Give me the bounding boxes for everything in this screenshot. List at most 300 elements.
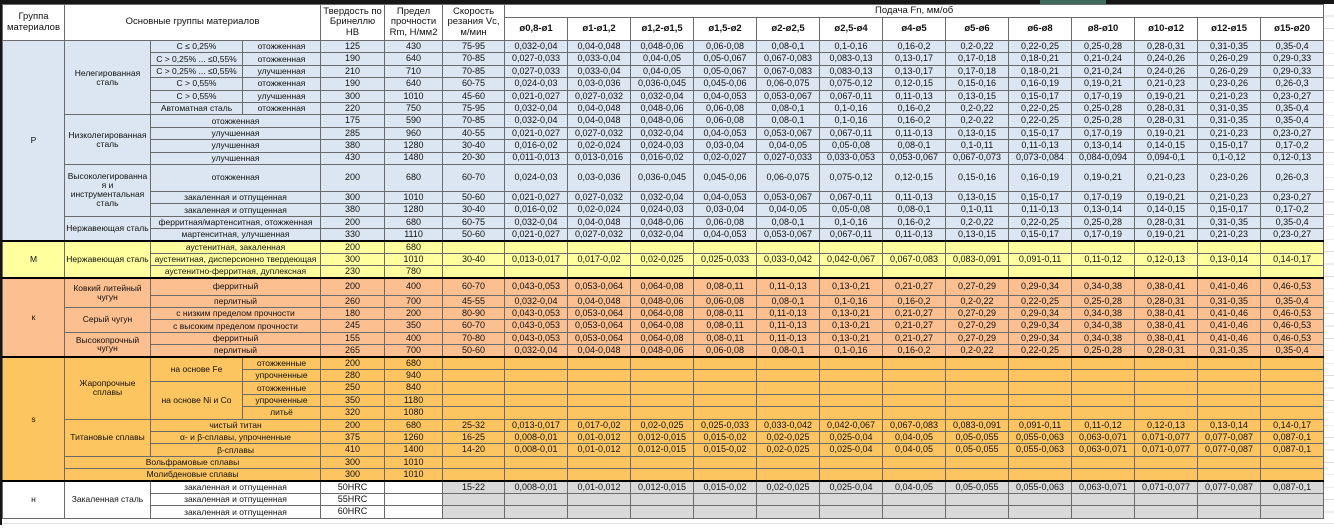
cell-feed-value[interactable]: 0,38-0,41 — [1135, 320, 1198, 332]
cell-s2[interactable]: отожженная — [243, 78, 321, 90]
cell-feed-value[interactable]: 0,045-0,06 — [694, 78, 757, 90]
cell-feed-value[interactable]: 0,091-0,11 — [1009, 253, 1072, 265]
cell-feed-value[interactable] — [505, 394, 568, 406]
cell-feed-value[interactable]: 0,16-0,2 — [883, 295, 946, 307]
cell-hb[interactable]: 380 — [321, 204, 385, 216]
cell-feed-value[interactable]: 0,17-0,19 — [1072, 90, 1135, 102]
cell-feed-value[interactable]: 0,032-0,04 — [631, 229, 694, 241]
cell-feed-value[interactable] — [631, 266, 694, 278]
cell-s2[interactable]: отожженная — [243, 102, 321, 114]
cell-feed-value[interactable]: 0,28-0,31 — [1135, 216, 1198, 228]
cell-feed-value[interactable]: 0,048-0,06 — [631, 115, 694, 127]
cell-rm[interactable]: 700 — [385, 345, 443, 357]
feed-col-header[interactable]: ø1,5-ø2 — [694, 18, 757, 41]
cell-feed-value[interactable]: 0,048-0,06 — [631, 41, 694, 53]
cell-feed-value[interactable] — [757, 394, 820, 406]
cell-feed-value[interactable]: 0,2-0,22 — [946, 102, 1009, 114]
cell-feed-value[interactable]: 0,26-0,29 — [1198, 65, 1261, 77]
cell-s2[interactable]: литьё — [243, 407, 321, 419]
cell-feed-value[interactable] — [505, 456, 568, 468]
cell-s1[interactable]: улучшенная — [151, 127, 321, 139]
cell-feed-value[interactable] — [568, 506, 631, 518]
cell-feed-value[interactable]: 0,025-0,033 — [694, 253, 757, 265]
cell-feed-value[interactable]: 0,11-0,13 — [883, 229, 946, 241]
cell-feed-value[interactable]: 0,06-0,075 — [757, 78, 820, 90]
cell-feed-value[interactable]: 0,077-0,087 — [1198, 431, 1261, 443]
cell-feed-value[interactable]: 0,02-0,024 — [568, 140, 631, 152]
cell-mat[interactable]: Титановые сплавы — [65, 419, 151, 456]
cell-feed-value[interactable] — [694, 493, 757, 505]
cell-feed-value[interactable]: 0,032-0,04 — [505, 216, 568, 228]
cell-hb[interactable]: 300 — [321, 90, 385, 102]
cell-feed-value[interactable] — [1009, 241, 1072, 253]
cell-hb[interactable]: 200 — [321, 278, 385, 295]
cell-feed-value[interactable]: 0,2-0,22 — [946, 295, 1009, 307]
cell-feed-value[interactable]: 0,15-0,17 — [1198, 140, 1261, 152]
cell-feed-value[interactable]: 0,19-0,21 — [1135, 191, 1198, 203]
cell-feed-value[interactable] — [1198, 266, 1261, 278]
cell-feed-value[interactable]: 0,27-0,29 — [946, 278, 1009, 295]
cell-feed-value[interactable]: 0,23-0,27 — [1261, 127, 1324, 139]
cell-feed-value[interactable]: 0,027-0,032 — [568, 191, 631, 203]
cell-feed-value[interactable]: 0,15-0,16 — [946, 164, 1009, 191]
cell-feed-value[interactable]: 0,032-0,04 — [631, 90, 694, 102]
cell-hb[interactable]: 190 — [321, 78, 385, 90]
cell-feed-value[interactable]: 0,11-0,13 — [757, 320, 820, 332]
cell-feed-value[interactable]: 0,1-0,12 — [1198, 152, 1261, 164]
cell-feed-value[interactable]: 0,033-0,04 — [568, 53, 631, 65]
cell-rm[interactable]: 1400 — [385, 444, 443, 456]
cell-feed-value[interactable]: 0,015-0,02 — [694, 431, 757, 443]
cell-rm[interactable]: 640 — [385, 53, 443, 65]
cell-feed-value[interactable]: 0,016-0,02 — [505, 204, 568, 216]
cell-feed-value[interactable] — [820, 456, 883, 468]
cell-feed-value[interactable]: 0,036-0,045 — [631, 78, 694, 90]
cell-cutting-speed[interactable]: 80-90 — [443, 308, 505, 320]
cell-feed-value[interactable]: 0,055-0,063 — [1009, 431, 1072, 443]
cell-feed-value[interactable]: 0,2-0,22 — [946, 115, 1009, 127]
cell-feed-value[interactable] — [631, 469, 694, 481]
cell-feed-value[interactable]: 0,08-0,1 — [883, 204, 946, 216]
cell-rm[interactable]: 1010 — [385, 469, 443, 481]
cell-hb[interactable]: 200 — [321, 164, 385, 191]
cell-cutting-speed[interactable] — [443, 506, 505, 518]
cell-feed-value[interactable]: 0,045-0,06 — [694, 164, 757, 191]
cell-feed-value[interactable]: 0,18-0,21 — [1009, 65, 1072, 77]
header-brinell-hardness[interactable]: Твердость по Бринеллю HB — [321, 5, 385, 41]
cell-feed-value[interactable] — [1072, 382, 1135, 394]
cell-feed-value[interactable]: 0,04-0,05 — [883, 431, 946, 443]
cell-s1[interactable]: β-сплавы — [151, 444, 321, 456]
cell-feed-value[interactable] — [1198, 493, 1261, 505]
cell-feed-value[interactable]: 0,38-0,41 — [1135, 332, 1198, 344]
cell-mat[interactable]: Высоколегированная и инструментальная сталь — [65, 164, 151, 216]
cell-feed-value[interactable]: 0,08-0,11 — [694, 278, 757, 295]
cell-feed-value[interactable]: 0,043-0,053 — [505, 332, 568, 344]
cell-feed-value[interactable] — [631, 357, 694, 369]
cell-feed-value[interactable]: 0,1-0,11 — [946, 140, 1009, 152]
cell-mat[interactable]: Закаленная сталь — [65, 481, 151, 518]
cell-hb[interactable]: 380 — [321, 140, 385, 152]
cell-feed-value[interactable]: 0,13-0,17 — [883, 53, 946, 65]
cell-feed-value[interactable]: 0,1-0,16 — [820, 216, 883, 228]
cell-rm[interactable]: 1010 — [385, 90, 443, 102]
cell-feed-value[interactable]: 0,032-0,04 — [505, 115, 568, 127]
cell-feed-value[interactable] — [820, 241, 883, 253]
cell-feed-value[interactable]: 0,34-0,38 — [1072, 332, 1135, 344]
cell-hb[interactable]: 60HRC — [321, 506, 385, 518]
cell-feed-value[interactable] — [946, 394, 1009, 406]
cell-feed-value[interactable]: 0,024-0,03 — [505, 78, 568, 90]
cell-cutting-speed[interactable] — [443, 394, 505, 406]
cell-hb[interactable]: 410 — [321, 444, 385, 456]
cell-feed-value[interactable]: 0,027-0,032 — [568, 127, 631, 139]
cell-feed-value[interactable] — [1072, 493, 1135, 505]
cell-s1[interactable]: перлитный — [151, 345, 321, 357]
cell-feed-value[interactable]: 0,29-0,34 — [1009, 278, 1072, 295]
cell-feed-value[interactable]: 0,067-0,11 — [820, 191, 883, 203]
cell-s1[interactable]: с низким пределом прочности — [151, 308, 321, 320]
cell-feed-value[interactable]: 0,05-0,08 — [820, 204, 883, 216]
cell-feed-value[interactable] — [757, 456, 820, 468]
cell-feed-value[interactable]: 0,25-0,28 — [1072, 345, 1135, 357]
cell-feed-value[interactable]: 0,27-0,29 — [946, 320, 1009, 332]
cell-feed-value[interactable]: 0,04-0,053 — [694, 127, 757, 139]
cell-feed-value[interactable]: 0,043-0,053 — [505, 320, 568, 332]
cell-feed-value[interactable] — [883, 469, 946, 481]
cell-rm[interactable]: 1010 — [385, 253, 443, 265]
feed-col-header[interactable]: ø12-ø15 — [1198, 18, 1261, 41]
cell-feed-value[interactable] — [694, 456, 757, 468]
cell-cutting-speed[interactable]: 60-70 — [443, 164, 505, 191]
cell-feed-value[interactable]: 0,12-0,13 — [1261, 152, 1324, 164]
cell-feed-value[interactable] — [1261, 493, 1324, 505]
cell-s2[interactable]: отожженные — [243, 382, 321, 394]
cell-cutting-speed[interactable]: 30-40 — [443, 253, 505, 265]
cell-feed-value[interactable]: 0,053-0,067 — [883, 152, 946, 164]
cell-s1[interactable]: на основе Fe — [151, 357, 243, 382]
cell-feed-value[interactable]: 0,025-0,04 — [820, 444, 883, 456]
cell-feed-value[interactable] — [631, 382, 694, 394]
cell-feed-value[interactable]: 0,08-0,1 — [883, 140, 946, 152]
cell-feed-value[interactable] — [946, 456, 1009, 468]
cell-hb[interactable]: 220 — [321, 102, 385, 114]
cell-feed-value[interactable]: 0,024-0,03 — [505, 164, 568, 191]
cell-s1[interactable]: аустенитная, дисперсионно твердеющая — [151, 253, 321, 265]
cell-feed-value[interactable]: 0,053-0,067 — [757, 229, 820, 241]
cell-feed-value[interactable] — [505, 493, 568, 505]
cell-feed-value[interactable]: 0,08-0,1 — [757, 295, 820, 307]
cell-feed-value[interactable]: 0,063-0,071 — [1072, 444, 1135, 456]
cell-feed-value[interactable]: 0,25-0,28 — [1072, 216, 1135, 228]
cell-feed-value[interactable]: 0,064-0,08 — [631, 332, 694, 344]
cell-feed-value[interactable]: 0,04-0,053 — [694, 90, 757, 102]
cell-s1[interactable]: ферритный — [151, 332, 321, 344]
cell-feed-value[interactable]: 0,027-0,033 — [505, 53, 568, 65]
cell-feed-value[interactable]: 0,31-0,35 — [1198, 41, 1261, 53]
cell-feed-value[interactable]: 0,024-0,03 — [631, 140, 694, 152]
cell-feed-value[interactable]: 0,083-0,091 — [946, 253, 1009, 265]
feed-col-header[interactable]: ø5-ø6 — [946, 18, 1009, 41]
cell-feed-value[interactable]: 0,015-0,02 — [694, 481, 757, 493]
cell-feed-value[interactable]: 0,04-0,048 — [568, 41, 631, 53]
header-main-material-groups[interactable]: Основные группы материалов — [65, 5, 321, 41]
cell-feed-value[interactable] — [1261, 241, 1324, 253]
cell-feed-value[interactable] — [568, 469, 631, 481]
cell-feed-value[interactable]: 0,12-0,13 — [1135, 253, 1198, 265]
cell-s2[interactable]: упрочненные — [243, 394, 321, 406]
cell-feed-value[interactable]: 0,02-0,025 — [757, 481, 820, 493]
cell-feed-value[interactable]: 0,032-0,04 — [631, 191, 694, 203]
cell-feed-value[interactable]: 0,067-0,11 — [820, 90, 883, 102]
cell-rm[interactable]: 1110 — [385, 229, 443, 241]
cell-mat[interactable]: Нелегированная сталь — [65, 41, 151, 115]
cell-feed-value[interactable] — [1135, 357, 1198, 369]
cell-s1[interactable]: C > 0,25% ... ≤0,55% — [151, 53, 243, 65]
cell-feed-value[interactable]: 0,05-0,067 — [694, 53, 757, 65]
cell-hb[interactable]: 200 — [321, 419, 385, 431]
cell-feed-value[interactable] — [1198, 369, 1261, 381]
cell-rm[interactable]: 680 — [385, 419, 443, 431]
cell-feed-value[interactable]: 0,053-0,064 — [568, 308, 631, 320]
cell-grp[interactable]: P — [3, 41, 65, 241]
cell-feed-value[interactable] — [694, 407, 757, 419]
cell-feed-value[interactable]: 0,032-0,04 — [631, 127, 694, 139]
cell-feed-value[interactable] — [757, 506, 820, 518]
cell-feed-value[interactable] — [757, 382, 820, 394]
cell-feed-value[interactable]: 0,35-0,4 — [1261, 216, 1324, 228]
cell-cutting-speed[interactable] — [443, 241, 505, 253]
cell-cutting-speed[interactable]: 15-22 — [443, 481, 505, 493]
cell-s1[interactable]: закаленная и отпущенная — [151, 191, 321, 203]
cell-feed-value[interactable]: 0,35-0,4 — [1261, 41, 1324, 53]
cell-feed-value[interactable]: 0,06-0,08 — [694, 345, 757, 357]
cell-feed-value[interactable] — [1009, 469, 1072, 481]
cell-feed-value[interactable]: 0,25-0,28 — [1072, 295, 1135, 307]
header-material-group[interactable]: Группа материалов — [3, 5, 65, 41]
cell-feed-value[interactable]: 0,28-0,31 — [1135, 102, 1198, 114]
cell-feed-value[interactable] — [883, 456, 946, 468]
cell-hb[interactable]: 175 — [321, 115, 385, 127]
cell-feed-value[interactable]: 0,083-0,091 — [946, 419, 1009, 431]
cell-feed-value[interactable]: 0,1-0,16 — [820, 115, 883, 127]
cell-feed-value[interactable]: 0,063-0,071 — [1072, 481, 1135, 493]
cell-feed-value[interactable]: 0,02-0,025 — [757, 444, 820, 456]
cell-rm[interactable]: 680 — [385, 216, 443, 228]
cell-feed-value[interactable] — [505, 382, 568, 394]
cell-feed-value[interactable]: 0,13-0,15 — [946, 127, 1009, 139]
cell-feed-value[interactable]: 0,21-0,27 — [883, 332, 946, 344]
cell-feed-value[interactable] — [568, 357, 631, 369]
cell-feed-value[interactable] — [820, 382, 883, 394]
cell-feed-value[interactable] — [1198, 407, 1261, 419]
feed-col-header[interactable]: ø2-ø2,5 — [757, 18, 820, 41]
cell-feed-value[interactable] — [631, 493, 694, 505]
feed-col-header[interactable]: ø8-ø10 — [1072, 18, 1135, 41]
cell-rm[interactable]: 1080 — [385, 407, 443, 419]
cell-rm[interactable]: 1180 — [385, 394, 443, 406]
cell-feed-value[interactable]: 0,067-0,073 — [946, 152, 1009, 164]
cell-s2[interactable]: отожженные — [243, 357, 321, 369]
cell-feed-value[interactable]: 0,15-0,17 — [1009, 90, 1072, 102]
cell-feed-value[interactable]: 0,16-0,2 — [883, 216, 946, 228]
cell-rm[interactable]: 680 — [385, 164, 443, 191]
cell-feed-value[interactable]: 0,077-0,087 — [1198, 481, 1261, 493]
cell-feed-value[interactable]: 0,04-0,048 — [568, 345, 631, 357]
cell-feed-value[interactable]: 0,067-0,083 — [883, 419, 946, 431]
feed-col-header[interactable]: ø2,5-ø4 — [820, 18, 883, 41]
cell-feed-value[interactable] — [946, 369, 1009, 381]
cell-feed-value[interactable]: 0,22-0,25 — [1009, 345, 1072, 357]
cell-feed-value[interactable] — [946, 506, 1009, 518]
cell-feed-value[interactable]: 0,067-0,083 — [757, 53, 820, 65]
cell-feed-value[interactable] — [568, 382, 631, 394]
cell-feed-value[interactable]: 0,013-0,017 — [505, 419, 568, 431]
cell-feed-value[interactable] — [757, 241, 820, 253]
cell-rm[interactable]: 780 — [385, 266, 443, 278]
cell-feed-value[interactable]: 0,13-0,15 — [946, 191, 1009, 203]
cell-feed-value[interactable]: 0,34-0,38 — [1072, 320, 1135, 332]
cell-s1[interactable]: отожженная — [151, 115, 321, 127]
cell-feed-value[interactable]: 0,06-0,08 — [694, 216, 757, 228]
cell-feed-value[interactable]: 0,021-0,027 — [505, 191, 568, 203]
cell-feed-value[interactable]: 0,25-0,28 — [1072, 115, 1135, 127]
cell-feed-value[interactable] — [946, 266, 1009, 278]
cell-feed-value[interactable]: 0,15-0,16 — [946, 78, 1009, 90]
cell-feed-value[interactable]: 0,087-0,1 — [1261, 481, 1324, 493]
cell-feed-value[interactable]: 0,04-0,05 — [757, 204, 820, 216]
cell-feed-value[interactable]: 0,05-0,055 — [946, 431, 1009, 443]
cell-feed-value[interactable] — [820, 506, 883, 518]
cell-feed-value[interactable] — [1135, 369, 1198, 381]
cell-feed-value[interactable]: 0,053-0,064 — [568, 332, 631, 344]
cell-feed-value[interactable] — [1072, 394, 1135, 406]
cell-feed-value[interactable]: 0,08-0,11 — [694, 308, 757, 320]
cell-feed-value[interactable]: 0,21-0,24 — [1072, 65, 1135, 77]
cell-feed-value[interactable] — [1072, 266, 1135, 278]
cell-feed-value[interactable] — [1009, 506, 1072, 518]
cell-rm[interactable]: 590 — [385, 115, 443, 127]
cell-rm[interactable]: 1010 — [385, 191, 443, 203]
cell-rm[interactable]: 400 — [385, 278, 443, 295]
cell-feed-value[interactable]: 0,11-0,13 — [1009, 204, 1072, 216]
cell-mat[interactable]: Нержавеющая сталь — [65, 241, 151, 278]
cell-feed-value[interactable] — [1009, 369, 1072, 381]
cell-rm[interactable]: 1480 — [385, 152, 443, 164]
cell-hb[interactable]: 230 — [321, 266, 385, 278]
cell-feed-value[interactable]: 0,2-0,22 — [946, 345, 1009, 357]
cell-s2[interactable]: отожженная — [243, 41, 321, 53]
header-feed-span[interactable]: Подача Fn, мм/об — [505, 5, 1324, 18]
cell-cutting-speed[interactable]: 70-80 — [443, 332, 505, 344]
empty-cells-gutter-bottom[interactable] — [0, 523, 1334, 529]
cell-rm[interactable]: 700 — [385, 295, 443, 307]
cell-feed-value[interactable] — [820, 407, 883, 419]
cell-feed-value[interactable] — [631, 394, 694, 406]
cell-feed-value[interactable]: 0,14-0,17 — [1261, 253, 1324, 265]
cell-feed-value[interactable] — [757, 357, 820, 369]
cell-feed-value[interactable]: 0,013-0,016 — [568, 152, 631, 164]
cell-feed-value[interactable]: 0,033-0,053 — [820, 152, 883, 164]
cell-feed-value[interactable]: 0,21-0,27 — [883, 278, 946, 295]
cell-feed-value[interactable] — [568, 266, 631, 278]
cell-feed-value[interactable] — [820, 469, 883, 481]
cell-cutting-speed[interactable]: 45-60 — [443, 90, 505, 102]
cell-feed-value[interactable] — [946, 357, 1009, 369]
cell-feed-value[interactable]: 0,27-0,29 — [946, 308, 1009, 320]
cell-feed-value[interactable]: 0,46-0,53 — [1261, 332, 1324, 344]
cell-feed-value[interactable] — [1009, 456, 1072, 468]
cell-feed-value[interactable]: 0,25-0,28 — [1072, 102, 1135, 114]
cell-feed-value[interactable]: 0,27-0,29 — [946, 332, 1009, 344]
cell-feed-value[interactable]: 0,21-0,23 — [1198, 191, 1261, 203]
cell-feed-value[interactable]: 0,23-0,27 — [1261, 191, 1324, 203]
cell-feed-value[interactable]: 0,21-0,27 — [883, 308, 946, 320]
cell-feed-value[interactable]: 0,17-0,19 — [1072, 229, 1135, 241]
cell-feed-value[interactable] — [1261, 506, 1324, 518]
cell-feed-value[interactable] — [883, 493, 946, 505]
cell-feed-value[interactable]: 0,033-0,04 — [568, 65, 631, 77]
cell-feed-value[interactable] — [568, 394, 631, 406]
cell-feed-value[interactable]: 0,17-0,19 — [1072, 191, 1135, 203]
cell-feed-value[interactable]: 0,021-0,027 — [505, 90, 568, 102]
cell-feed-value[interactable]: 0,23-0,26 — [1198, 78, 1261, 90]
cell-feed-value[interactable]: 0,46-0,53 — [1261, 278, 1324, 295]
cell-feed-value[interactable]: 0,064-0,08 — [631, 308, 694, 320]
cell-cutting-speed[interactable]: 40-55 — [443, 127, 505, 139]
cell-feed-value[interactable] — [1261, 394, 1324, 406]
cell-cutting-speed[interactable] — [443, 493, 505, 505]
cell-feed-value[interactable]: 0,17-0,2 — [1261, 140, 1324, 152]
cell-feed-value[interactable] — [1198, 469, 1261, 481]
cell-feed-value[interactable] — [1261, 369, 1324, 381]
cell-cutting-speed[interactable]: 70-85 — [443, 53, 505, 65]
cell-feed-value[interactable] — [1135, 506, 1198, 518]
cell-feed-value[interactable] — [1009, 266, 1072, 278]
cell-feed-value[interactable] — [883, 506, 946, 518]
cell-feed-value[interactable]: 0,08-0,1 — [757, 345, 820, 357]
cell-cutting-speed[interactable]: 60-70 — [443, 278, 505, 295]
cell-feed-value[interactable]: 0,1-0,16 — [820, 295, 883, 307]
cell-feed-value[interactable]: 0,26-0,3 — [1261, 164, 1324, 191]
cell-feed-value[interactable]: 0,13-0,15 — [946, 229, 1009, 241]
cell-rm[interactable]: 840 — [385, 382, 443, 394]
cell-feed-value[interactable]: 0,01-0,012 — [568, 431, 631, 443]
cell-feed-value[interactable]: 0,41-0,46 — [1198, 308, 1261, 320]
cell-hb[interactable]: 245 — [321, 320, 385, 332]
cell-feed-value[interactable]: 0,1-0,16 — [820, 102, 883, 114]
feed-col-header[interactable]: ø1-ø1,2 — [568, 18, 631, 41]
cell-cutting-speed[interactable] — [443, 456, 505, 468]
cell-feed-value[interactable]: 0,13-0,17 — [883, 65, 946, 77]
cell-s1[interactable]: C > 0,55% — [151, 78, 243, 90]
cell-feed-value[interactable] — [946, 241, 1009, 253]
cell-feed-value[interactable]: 0,083-0,13 — [820, 53, 883, 65]
cell-feed-value[interactable]: 0,064-0,08 — [631, 278, 694, 295]
cell-feed-value[interactable]: 0,11-0,13 — [883, 191, 946, 203]
cell-rm[interactable] — [385, 493, 443, 505]
cell-feed-value[interactable]: 0,17-0,2 — [1261, 204, 1324, 216]
cell-feed-value[interactable]: 0,31-0,35 — [1198, 102, 1261, 114]
cell-feed-value[interactable]: 0,053-0,064 — [568, 320, 631, 332]
cell-feed-value[interactable] — [820, 493, 883, 505]
cell-feed-value[interactable]: 0,02-0,025 — [757, 431, 820, 443]
header-tensile-strength[interactable]: Предел прочности Rm, Н/мм2 — [385, 5, 443, 41]
cell-feed-value[interactable] — [694, 382, 757, 394]
cell-feed-value[interactable]: 0,083-0,13 — [820, 65, 883, 77]
cell-feed-value[interactable]: 0,05-0,055 — [946, 444, 1009, 456]
cell-s1[interactable]: на основе Ni и Co — [151, 382, 243, 419]
